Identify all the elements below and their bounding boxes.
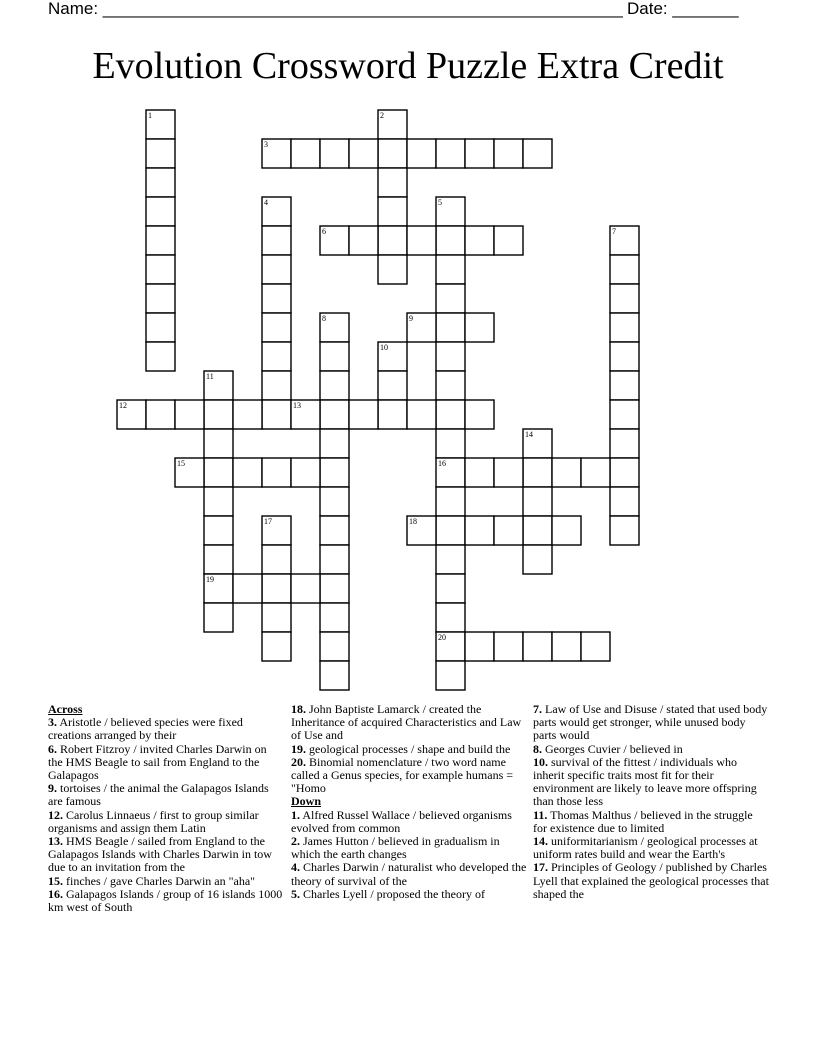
grid-cell[interactable] <box>320 342 349 371</box>
grid-cell[interactable] <box>523 632 552 661</box>
clue-item <box>48 743 283 783</box>
grid-cell[interactable] <box>436 139 465 168</box>
grid-cell[interactable] <box>146 197 175 226</box>
clues-column-1 <box>48 703 283 914</box>
clue-item <box>291 861 527 887</box>
grid-cell[interactable] <box>465 458 494 487</box>
grid-cell[interactable] <box>146 255 175 284</box>
clue-num: 11. <box>533 807 548 822</box>
clue-num: 5. <box>291 886 300 901</box>
grid-cell[interactable] <box>262 313 291 342</box>
clue-num: 2. <box>291 834 300 849</box>
clue-number: 9 <box>409 314 413 323</box>
clue-item <box>48 809 283 835</box>
clue-num: 9. <box>48 781 57 796</box>
grid-cell[interactable] <box>610 342 639 371</box>
clue-item <box>291 835 527 861</box>
grid-cell[interactable] <box>610 400 639 429</box>
clue-text: Galapagos Islands / group of 16 islands 1000 km west of South <box>48 886 283 915</box>
clue-text: Principles of Geology / published by Charles Lyell that explained the geological processes that shaped the <box>533 860 769 901</box>
grid-cell[interactable] <box>610 429 639 458</box>
clue-text: geological processes / shape and build the <box>306 741 511 756</box>
clue-num: 6. <box>48 741 57 756</box>
grid-cell[interactable] <box>262 458 291 487</box>
clue-item <box>291 888 527 901</box>
grid-cell[interactable] <box>146 313 175 342</box>
grid-cell[interactable] <box>320 632 349 661</box>
grid-cell[interactable] <box>262 632 291 661</box>
clue-number: 4 <box>264 198 268 207</box>
clue-num: 14. <box>533 834 548 849</box>
grid-cell[interactable] <box>494 139 523 168</box>
grid-cell[interactable] <box>204 429 233 458</box>
clue-text: Georges Cuvier / believed in <box>542 741 683 756</box>
grid-cell[interactable] <box>146 342 175 371</box>
grid-cell[interactable] <box>436 400 465 429</box>
grid-cell[interactable] <box>581 632 610 661</box>
grid-cell[interactable] <box>320 400 349 429</box>
grid-cell[interactable] <box>378 255 407 284</box>
clue-num: 19. <box>291 741 306 756</box>
clue-item <box>533 756 769 809</box>
grid-cell[interactable] <box>523 487 552 516</box>
across-heading: Across <box>48 702 83 716</box>
clue-text: Thomas Malthus / believed in the struggle for existence due to limited <box>533 807 753 835</box>
clue-number: 18 <box>409 517 417 526</box>
grid-cell[interactable] <box>320 603 349 632</box>
grid-cell[interactable] <box>523 516 552 545</box>
grid-cell[interactable] <box>436 255 465 284</box>
clue-number: 7 <box>612 227 616 236</box>
grid-cell[interactable] <box>146 400 175 429</box>
grid-cell[interactable] <box>291 139 320 168</box>
clue-item <box>533 703 769 743</box>
clue-number: 17 <box>264 517 272 526</box>
grid-cell[interactable] <box>436 226 465 255</box>
clue-text: uniformitarianism / geological processes at uniform rates build and wear the Earth's <box>533 834 758 862</box>
grid-cell[interactable] <box>378 226 407 255</box>
grid-cell[interactable] <box>262 574 291 603</box>
grid-cell[interactable] <box>262 284 291 313</box>
grid-cell[interactable] <box>494 226 523 255</box>
clue-text: John Baptiste Lamarck / created the Inheritance of acquired Characteristics and Law of Use and <box>291 702 522 743</box>
clue-number: 13 <box>293 401 301 410</box>
clue-num: 7. <box>533 702 542 716</box>
clue-num: 4. <box>291 860 300 875</box>
grid-cell[interactable] <box>494 632 523 661</box>
grid-cell[interactable] <box>320 487 349 516</box>
grid-cell[interactable] <box>320 458 349 487</box>
clue-number: 2 <box>380 111 384 120</box>
clue-number: 12 <box>119 401 127 410</box>
clue-item <box>533 809 769 835</box>
grid-cell[interactable] <box>146 284 175 313</box>
clue-item <box>48 835 283 875</box>
grid-cell[interactable] <box>378 139 407 168</box>
grid-cell[interactable] <box>204 400 233 429</box>
grid-cell[interactable] <box>436 284 465 313</box>
clue-item <box>48 782 283 808</box>
date-field-label: Date: _______ <box>627 0 739 18</box>
grid-cell[interactable] <box>407 226 436 255</box>
clues-column-3 <box>533 703 769 901</box>
grid-cell[interactable] <box>378 371 407 400</box>
clue-item <box>533 861 769 901</box>
clue-text: survival of the fittest / individuals who inherit specific traits most fit for their environment are likely to leave more offspring than those less <box>533 754 757 809</box>
grid-cell[interactable] <box>349 139 378 168</box>
clue-number: 20 <box>438 633 446 642</box>
grid-cell[interactable] <box>436 313 465 342</box>
clue-number: 8 <box>322 314 326 323</box>
grid-cell[interactable] <box>465 516 494 545</box>
grid-cell[interactable] <box>291 574 320 603</box>
clue-number: 6 <box>322 227 326 236</box>
grid-cell[interactable] <box>320 139 349 168</box>
grid-cell[interactable] <box>320 371 349 400</box>
grid-cell[interactable] <box>436 574 465 603</box>
grid-cell[interactable] <box>552 516 581 545</box>
clue-text: Robert Fitzroy / invited Charles Darwin on the HMS Beagle to sail from England to the Galapagos <box>48 741 267 783</box>
clue-num: 18. <box>291 702 306 716</box>
grid-cell[interactable] <box>610 516 639 545</box>
grid-cell[interactable] <box>523 545 552 574</box>
grid-cell[interactable] <box>610 458 639 487</box>
grid-cell[interactable] <box>436 429 465 458</box>
grid-cell[interactable] <box>494 516 523 545</box>
clue-text: Charles Darwin / naturalist who developed the theory of survival of the <box>291 860 527 888</box>
grid-cell[interactable] <box>204 516 233 545</box>
grid-cell[interactable] <box>204 545 233 574</box>
grid-cell[interactable] <box>552 458 581 487</box>
clue-text: Alfred Russel Wallace / believed organisms evolved from common <box>291 807 512 835</box>
grid-cell[interactable] <box>320 545 349 574</box>
clue-item <box>48 716 283 742</box>
clue-num: 16. <box>48 886 63 901</box>
clue-number: 15 <box>177 459 185 468</box>
grid-cell[interactable] <box>262 226 291 255</box>
grid-cell[interactable] <box>407 139 436 168</box>
grid-cell[interactable] <box>581 458 610 487</box>
grid-cell[interactable] <box>436 342 465 371</box>
grid-cell[interactable] <box>465 226 494 255</box>
grid-cell[interactable] <box>320 516 349 545</box>
grid-cell[interactable] <box>146 139 175 168</box>
clue-number: 14 <box>525 430 533 439</box>
clue-text: Charles Lyell / proposed the theory of <box>300 886 485 901</box>
grid-cell[interactable] <box>407 400 436 429</box>
grid-cell[interactable] <box>610 487 639 516</box>
grid-cell[interactable] <box>465 313 494 342</box>
grid-cell[interactable] <box>610 313 639 342</box>
grid-cell[interactable] <box>552 632 581 661</box>
clue-num: 1. <box>291 807 300 822</box>
grid-cell[interactable] <box>523 458 552 487</box>
grid-cell[interactable] <box>233 400 262 429</box>
grid-cell[interactable] <box>262 371 291 400</box>
grid-cell[interactable] <box>233 458 262 487</box>
clue-num: 3. <box>48 715 57 730</box>
clue-item <box>291 756 527 796</box>
clue-number: 19 <box>206 575 214 584</box>
clue-text: Law of Use and Disuse / stated that used body parts would get stronger, while unused body parts would <box>533 702 768 743</box>
grid-cell[interactable] <box>262 342 291 371</box>
clue-item <box>533 835 769 861</box>
grid-cell[interactable] <box>146 226 175 255</box>
grid-cell[interactable] <box>262 603 291 632</box>
grid-cell[interactable] <box>378 197 407 226</box>
clue-text: HMS Beagle / sailed from England to the Galapagos Islands with Charles Darwin in tow due to an invitation from the <box>48 834 272 875</box>
clue-num: 8. <box>533 741 542 756</box>
grid-cell[interactable] <box>175 400 204 429</box>
clue-number: 3 <box>264 140 268 149</box>
grid-cell[interactable] <box>262 255 291 284</box>
page-title: Evolution Crossword Puzzle Extra Credit <box>92 45 724 87</box>
name-field-label: Name: _______________________________________________________ <box>48 0 623 18</box>
clue-num: 15. <box>48 873 63 888</box>
grid-cell[interactable] <box>262 400 291 429</box>
clue-number: 16 <box>438 459 446 468</box>
grid-cell[interactable] <box>523 139 552 168</box>
clue-text: Aristotle / believed species were fixed creations arranged by their <box>48 715 243 743</box>
grid-cell[interactable] <box>349 400 378 429</box>
clue-text: Carolus Linnaeus / first to group similar organisms and assign them Latin <box>48 807 259 835</box>
grid-cell[interactable] <box>204 603 233 632</box>
down-heading: Down <box>291 794 322 809</box>
clue-text: Binomial nomenclature / two word name called a Genus species, for example humans = "Homo <box>291 754 514 796</box>
grid-cell[interactable] <box>204 458 233 487</box>
clue-text: tortoises / the animal the Galapagos Islands are famous <box>48 781 269 809</box>
clue-num: 20. <box>291 754 306 769</box>
grid-cell[interactable] <box>320 574 349 603</box>
grid-cell[interactable] <box>146 168 175 197</box>
grid-cell[interactable] <box>494 458 523 487</box>
grid-cell[interactable] <box>349 226 378 255</box>
clue-item <box>291 809 527 835</box>
grid-cell[interactable] <box>436 487 465 516</box>
clue-text: James Hutton / believed in gradualism in which the earth changes <box>291 834 500 862</box>
grid-cell[interactable] <box>465 139 494 168</box>
grid-cell[interactable] <box>436 371 465 400</box>
clue-num: 17. <box>533 860 548 875</box>
clue-number: 10 <box>380 343 388 352</box>
clue-item <box>291 703 527 743</box>
grid-cell[interactable] <box>378 168 407 197</box>
clue-number: 11 <box>206 372 214 381</box>
grid-cell[interactable] <box>465 400 494 429</box>
clue-num: 10. <box>533 754 548 769</box>
grid-cell[interactable] <box>378 400 407 429</box>
grid-cell[interactable] <box>262 545 291 574</box>
clue-item <box>48 888 283 914</box>
clues-column-2 <box>291 703 527 901</box>
clue-number: 5 <box>438 198 442 207</box>
grid-cell[interactable] <box>436 545 465 574</box>
clue-num: 12. <box>48 807 63 822</box>
grid-cell[interactable] <box>436 661 465 690</box>
grid-cell[interactable] <box>436 516 465 545</box>
grid-cell[interactable] <box>204 487 233 516</box>
clue-text: finches / gave Charles Darwin an "aha" <box>63 873 256 888</box>
grid-cell[interactable] <box>436 603 465 632</box>
grid-cell[interactable] <box>610 284 639 313</box>
grid-cell[interactable] <box>233 574 262 603</box>
grid-cell[interactable] <box>610 255 639 284</box>
grid-cell[interactable] <box>320 429 349 458</box>
grid-cell[interactable] <box>465 632 494 661</box>
clue-num: 13. <box>48 834 63 849</box>
grid-cell[interactable] <box>291 458 320 487</box>
clue-number: 1 <box>148 111 152 120</box>
grid-cell[interactable] <box>320 661 349 690</box>
grid-cell[interactable] <box>610 371 639 400</box>
